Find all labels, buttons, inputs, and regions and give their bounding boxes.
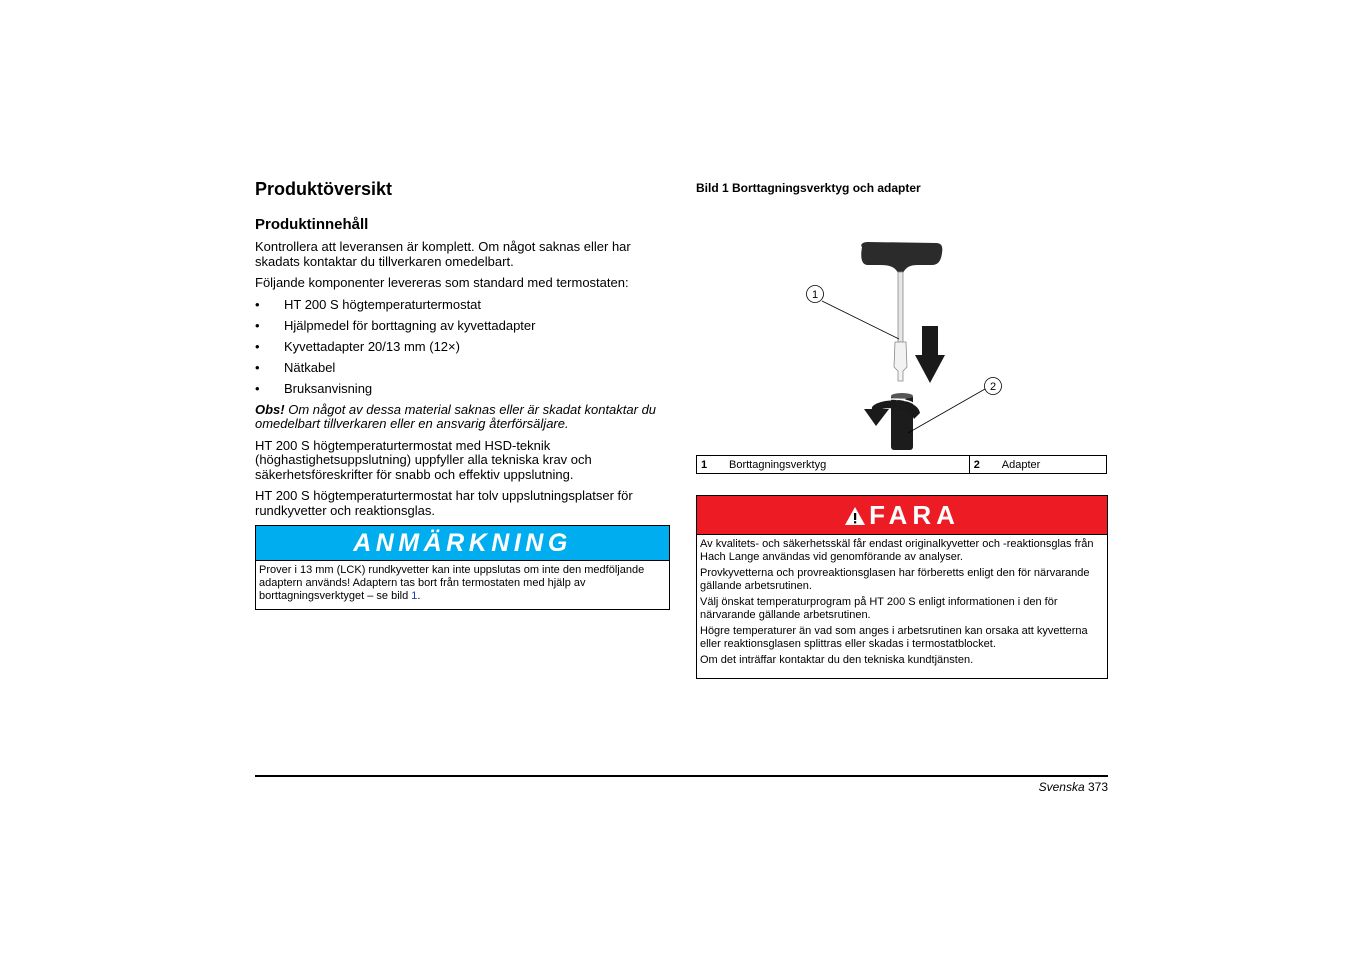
- bullet: •: [255, 380, 260, 396]
- warning-triangle-icon: [844, 506, 866, 526]
- hsd-paragraph: HT 200 S högtemperaturtermostat med HSD-teknik (höghastighetsuppslutning) uppfyller alla tekniska krav och säkerhetsföreskrifter för snabb och effektiv uppslutning.: [255, 437, 592, 482]
- intro-paragraph: Kontrollera att leveransen är komplett. Om något saknas eller har skadats kontaktar du tillverkaren omedelbart.: [255, 239, 631, 269]
- danger-box: [696, 495, 1108, 679]
- figure-link[interactable]: 1: [411, 590, 418, 602]
- callout-2-leader: [908, 389, 985, 433]
- left-column: [255, 178, 670, 610]
- danger-heading: [697, 496, 1107, 535]
- bullet: •: [255, 359, 260, 375]
- subsection-title: Produktinnehåll: [255, 216, 369, 233]
- bullet: •: [255, 338, 260, 354]
- bullet: •: [255, 317, 260, 333]
- note-label: Obs!: [255, 401, 285, 417]
- arrow-down-icon: [915, 326, 945, 383]
- bullet: •: [255, 296, 260, 312]
- removal-tool-illustration: [696, 195, 1108, 455]
- figure-caption: Bild 1 Borttagningsverktyg och adapter: [696, 181, 921, 195]
- legend-number: 2: [969, 456, 998, 474]
- danger-heading-text: FARA: [869, 500, 960, 530]
- figure-removal-tool: [696, 195, 1108, 455]
- note-text: Om något av dessa material saknas eller är skadat kontaktar du omedelbart tillverkaren eller en ansvarig återförsäljare.: [255, 401, 657, 431]
- callout-1-leader: [822, 301, 899, 339]
- danger-paragraph: Högre temperaturer än vad som anges i arbetsrutinen kan orsaka att kyvetterna eller reaktionsglasen splittras eller skadas i termostatblocket.: [700, 625, 1088, 650]
- danger-paragraph: Om det inträffar kontaktar du den tekniska kundtjänsten.: [700, 654, 974, 666]
- list-item: • Bruksanvisning: [255, 380, 373, 396]
- component-list: [255, 298, 670, 397]
- right-column: [696, 178, 1108, 679]
- notice-heading: ANMÄRKNING: [256, 526, 669, 561]
- danger-paragraph: Provkyvetterna och provreaktionsglasen har förberetts enligt den för närvarande gällande arbetsrutinen.: [700, 567, 1090, 592]
- legend-label: Borttagningsverktyg: [725, 456, 969, 474]
- table-row: [697, 456, 1107, 474]
- positions-paragraph: HT 200 S högtemperaturtermostat har tolv uppslutningsplatser för rundkyvetter och reaktionsglas.: [255, 488, 633, 518]
- note-paragraph: [255, 403, 670, 432]
- footer-language: Svenska: [1038, 780, 1085, 794]
- adapter-top: [891, 393, 913, 399]
- list-item: • Hjälpmedel för borttagning av kyvettadapter: [255, 317, 536, 333]
- figure-legend-table: [696, 455, 1107, 474]
- list-item: • Kyvettadapter 20/13 mm (12×): [255, 338, 460, 354]
- section-title: Produktöversikt: [255, 179, 393, 199]
- danger-paragraph: Av kvalitets- och säkerhetsskäl får endast originalkyvetter och -reaktionsglas från Hach Lange användas vid genomförande av analyser.: [700, 538, 1094, 563]
- tool-tip: [894, 342, 907, 381]
- svg-text:2: 2: [989, 381, 997, 393]
- footer-rule: [255, 775, 1108, 777]
- page-number: 373: [1087, 780, 1108, 794]
- tool-shaft: [898, 272, 903, 342]
- tool-handle: [861, 242, 942, 273]
- notice-box: [255, 525, 670, 610]
- list-item: • Nätkabel: [255, 359, 336, 375]
- danger-text: [697, 535, 1107, 678]
- legend-number: 1: [697, 456, 726, 474]
- components-intro: Följande komponenter levereras som standard med termostaten:: [255, 275, 629, 290]
- notice-text: Prover i 13 mm (LCK) rundkyvetter kan inte uppslutas om inte den medföljande adaptern används! Adaptern tas bort från termostaten med hjälp av borttagningsverktyget – se bild 1.: [259, 564, 645, 602]
- page-footer: [1039, 780, 1108, 794]
- svg-text:1: 1: [811, 289, 819, 301]
- legend-label: Adapter: [998, 456, 1107, 474]
- list-item: • HT 200 S högtemperaturtermostat: [255, 296, 482, 312]
- danger-paragraph: Välj önskat temperaturprogram på HT 200 S enligt informationen i den för närvarande gällande arbetsrutinen.: [700, 596, 1058, 621]
